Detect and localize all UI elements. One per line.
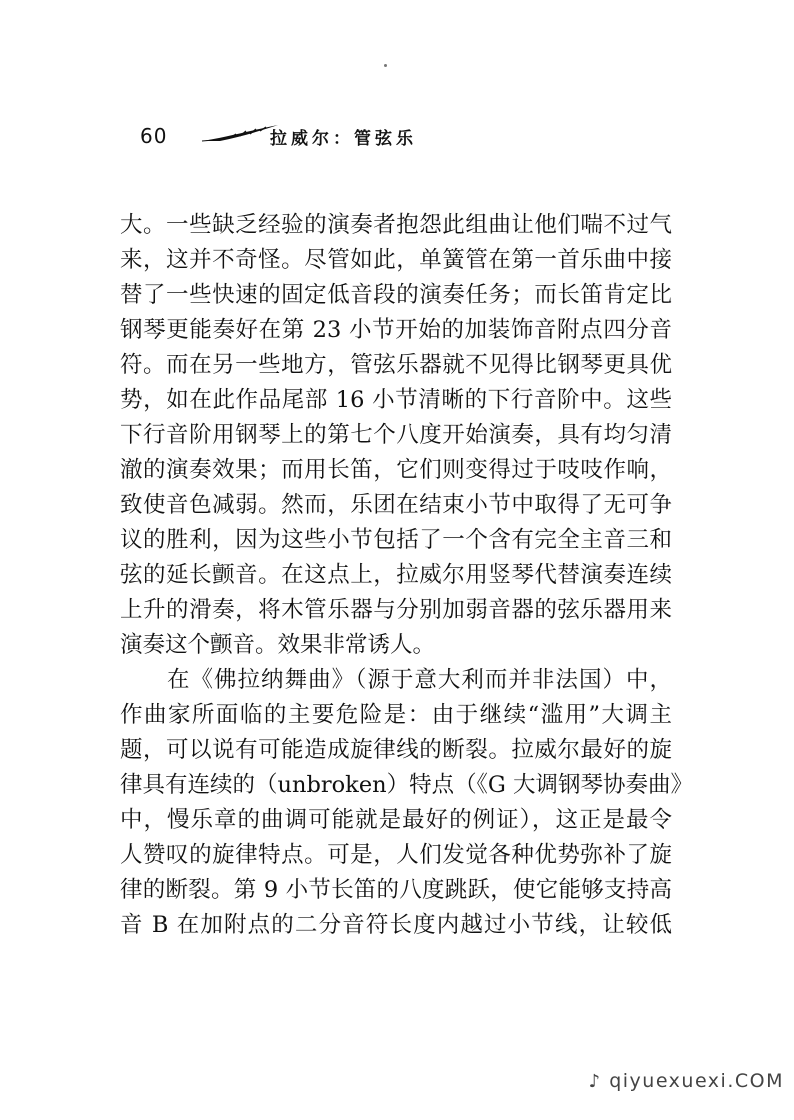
text-line: 在《佛拉纳舞曲》（源于意大利而并非法国）中， xyxy=(120,667,672,693)
text-line: 弦的延长颤音。在这点上，拉威尔用竖琴代替演奏连续 xyxy=(120,562,672,588)
page-header xyxy=(140,120,680,156)
text-line: 题，可以说有可能造成旋律线的断裂。拉威尔最好的旋 xyxy=(120,737,672,763)
running-title: 拉威尔：管弦乐 xyxy=(270,129,417,149)
body-text xyxy=(120,208,694,943)
page-number: 60 xyxy=(140,124,168,148)
text-line: 替了一些快速的固定低音段的演奏任务；而长笛肯定比 xyxy=(120,282,672,308)
text-line: 音 B 在加附点的二分音符长度内越过小节线，让较低 xyxy=(120,912,672,938)
text-line: 澈的演奏效果；而用长笛，它们则变得过于吱吱作响， xyxy=(120,457,672,483)
text-line: 演奏这个颤音。效果非常诱人。 xyxy=(120,632,436,658)
text-line: 势，如在此作品尾部 16 小节清晰的下行音阶中。这些 xyxy=(120,387,672,413)
text-line: 符。而在另一些地方，管弦乐器就不见得比钢琴更具优 xyxy=(120,352,672,378)
text-line: 来，这并不奇怪。尽管如此，单簧管在第一首乐曲中接 xyxy=(120,247,672,273)
text-line: 律的断裂。第 9 小节长笛的八度跳跃，使它能够支持高 xyxy=(120,877,672,903)
text-line: 作曲家所面临的主要危险是：由于继续“滥用”大调主 xyxy=(120,702,672,728)
text-line: 中，慢乐章的曲调可能就是最好的例证），这正是最令 xyxy=(120,807,672,833)
text-line: 律具有连续的（unbroken）特点（《G 大调钢琴协奏曲》 xyxy=(120,772,694,798)
text-line: 上升的滑奏，将木管乐器与分别加弱音器的弦乐器用来 xyxy=(120,597,672,623)
text-line: 议的胜利，因为这些小节包括了一个含有完全主音三和 xyxy=(120,527,672,553)
site-watermark xyxy=(589,1070,784,1092)
scan-dot xyxy=(384,64,387,67)
music-note-icon: ♪ xyxy=(588,1071,602,1092)
text-line: 钢琴更能奏好在第 23 小节开始的加装饰音附点四分音 xyxy=(120,317,672,343)
text-line: 人赞叹的旋律特点。可是，人们发觉各种优势弥补了旋 xyxy=(120,842,672,868)
text-line: 下行音阶用钢琴上的第七个八度开始演奏，具有均匀清 xyxy=(120,422,672,448)
text-line: 致使音色减弱。然而，乐团在结束小节中取得了无可争 xyxy=(120,492,672,518)
watermark-text: qiyuexuexi.COM xyxy=(609,1070,784,1092)
text-line: 大。一些缺乏经验的演奏者抱怨此组曲让他们喘不过气 xyxy=(120,212,672,238)
